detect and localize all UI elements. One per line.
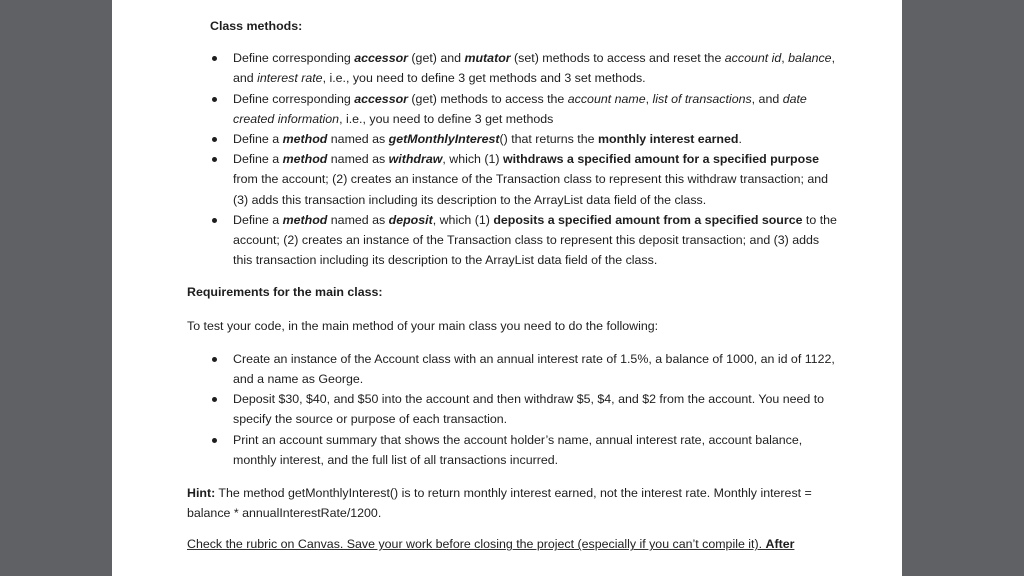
class-method-text: accessor [354,91,408,106]
class-method-text: Define corresponding [233,51,355,66]
class-method-text: to the account; (2) creates an instance of the Transaction class to represent this deposit transaction; and (3) adds this transaction including its description to the ArrayList data field of the class. [233,212,837,268]
class-method-text: , which (1) [442,152,503,167]
requirements-list [187,349,837,470]
class-method-text: deposits a specified amount from a specified source [493,212,803,227]
class-method-text: , and [233,51,836,86]
class-method-text: method [282,132,328,147]
class-method-text: , i.e., you need to define 3 get methods and 3 set methods. [322,71,646,86]
document-page [112,0,902,576]
requirement-item: Deposit $30, $40, and $50 into the account and then withdraw $5, $4, and $2 from the account. You need to specify the source or purpose of each transaction. [187,389,837,429]
class-method-text: (set) methods to access and reset the [510,51,725,66]
class-method-text: balance [788,51,832,66]
class-method-item [187,89,837,129]
class-method-text: from the account; (2) creates an instance of the Transaction class to represent this withdraw transaction; and (3) adds this transaction including its description to the ArrayList data field of the class. [233,172,829,207]
class-method-text: date created information [233,91,807,126]
hint-paragraph [187,483,837,523]
hint-text: The method getMonthlyInterest() is to return monthly interest earned, not the interest rate. Monthly interest = balance * annualInterestRate/1200. [187,486,812,521]
class-method-text: , i.e., you need to define 3 get methods [339,111,554,126]
class-method-text: account id [724,51,782,66]
class-method-text: account name [567,91,646,106]
check-rubric-after: After [765,537,795,552]
requirement-item: Create an instance of the Account class with an annual interest rate of 1.5%, a balance of 1000, an id of 1122, and a name as George. [187,349,837,389]
class-method-text: withdraw [388,152,443,167]
requirements-intro: To test your code, in the main method of your main class you need to do the following: [187,318,659,333]
class-method-text: , and [751,91,783,106]
class-method-text: , [781,51,789,66]
check-rubric-paragraph [187,534,837,554]
class-method-text: Define a [233,212,283,227]
class-method-text: , which (1) [432,212,494,227]
class-method-text: interest rate [257,71,323,86]
class-method-text: getMonthlyInterest [388,132,500,147]
class-method-text: method [282,212,328,227]
requirements-heading: Requirements for the main class: [187,285,383,300]
class-method-text: named as [327,132,389,147]
requirement-item: Print an account summary that shows the account holder’s name, annual interest rate, account balance, monthly interest, and the full list of all transactions incurred. [187,430,837,470]
class-method-text: accessor [354,51,408,66]
class-method-text: , [645,91,653,106]
class-method-item [187,129,837,149]
class-method-text: (get) and [407,51,465,66]
class-method-text: Define corresponding [233,91,355,106]
class-method-text: named as [327,212,389,227]
class-method-text: mutator [464,51,511,66]
class-method-item [187,48,837,88]
class-method-text: deposit [388,212,433,227]
class-method-item [187,149,837,210]
class-method-text: Define a [233,152,283,167]
document-content [187,16,837,555]
class-method-text: method [282,152,328,167]
class-method-text: . [738,132,742,147]
class-method-item [187,210,837,271]
class-methods-heading: Class methods: [210,19,303,33]
check-rubric-text: Check the rubric on Canvas. Save your work before closing the project (especially if you can’t compile it). [187,537,766,552]
class-method-text: withdraws a specified amount for a specified purpose [502,152,819,167]
class-method-text: Define a [233,132,283,147]
class-method-text: monthly interest earned [597,132,739,147]
class-method-text: () that returns the [499,132,598,147]
class-method-text: (get) methods to access the [407,91,568,106]
class-method-text: named as [327,152,389,167]
class-methods-list [187,48,837,270]
class-method-text: list of transactions [652,91,752,106]
hint-label: Hint: [187,486,216,501]
